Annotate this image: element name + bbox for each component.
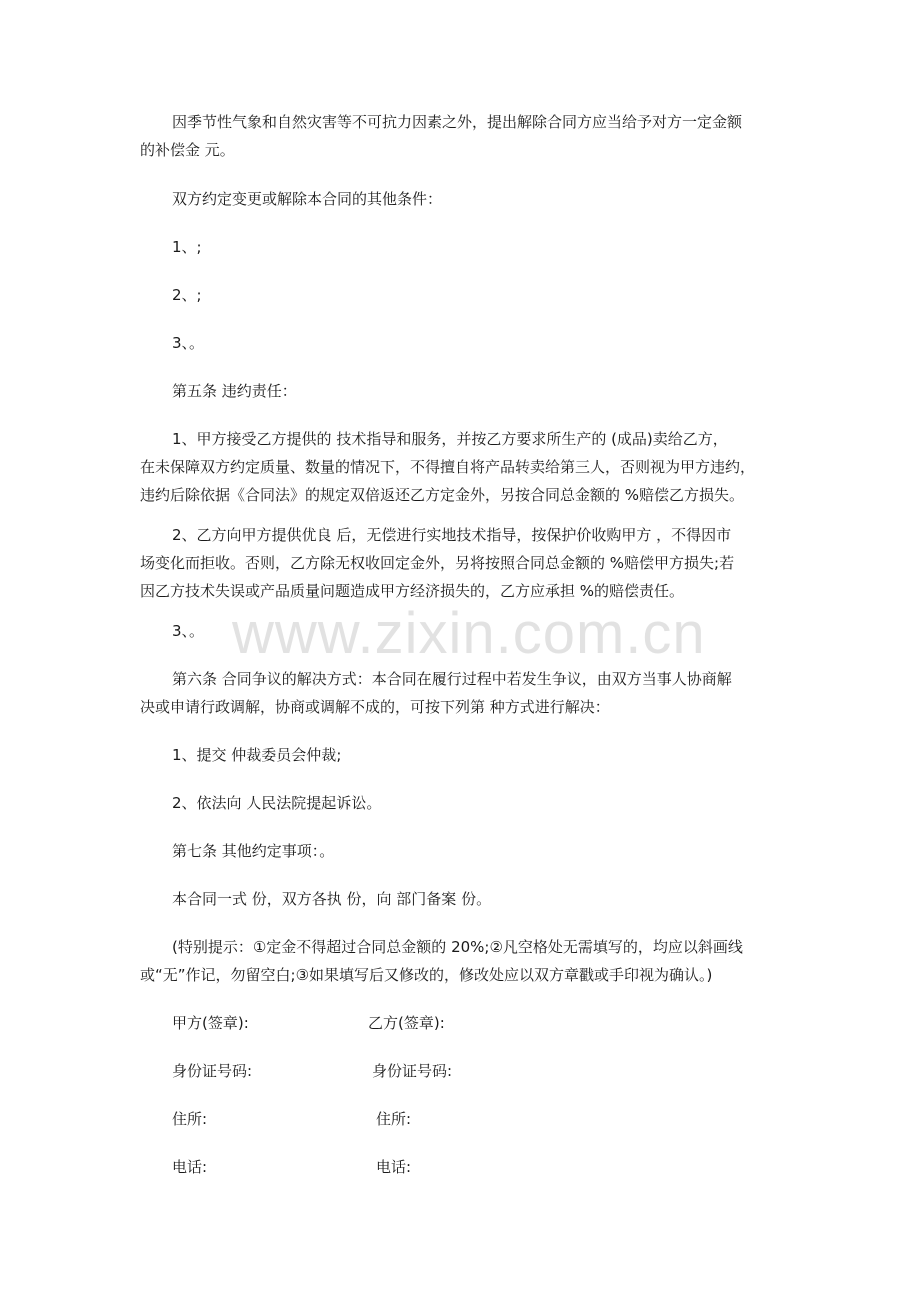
list-item-condition-2: 2、; — [172, 286, 202, 304]
article-5-clause-1-line-3: 违约后除依据《合同法》的规定双倍返还乙方定金外，另按合同总金额的 %赔偿乙方损失。 — [140, 486, 745, 504]
article-6-option-2: 2、依法向 人民法院提起诉讼。 — [172, 794, 382, 812]
special-notice-line-1: (特别提示：①定金不得超过合同总金额的 20%;②凡空格处无需填写的，均应以斜画线 — [172, 938, 743, 956]
article-6-line-1: 第六条 合同争议的解决方式：本合同在履行过程中若发生争议，由双方当事人协商解 — [172, 670, 732, 688]
party-b-address-label: 住所: — [376, 1110, 412, 1128]
special-notice-line-2: 或“无”作记，勿留空白;③如果填写后又修改的，修改处应以双方章戳或手印视为确认。) — [140, 966, 713, 984]
article-5-clause-2-line-1: 2、乙方向甲方提供优良 后，无偿进行实地技术指导，按保护价收购甲方 ，不得因市 — [172, 526, 732, 544]
site-watermark: www.zixin.com.cn — [232, 601, 706, 666]
list-item-condition-3: 3、。 — [172, 334, 205, 352]
article-5-clause-2-line-2: 场变化而拒收。否则，乙方除无权收回定金外，另将按照合同总金额的 %赔偿甲方损失;若 — [140, 554, 735, 572]
article-6-option-1: 1、提交 仲裁委员会仲裁; — [172, 746, 342, 764]
article-5-clause-3: 3、。 — [172, 622, 205, 640]
article-5-heading: 第五条 违约责任： — [172, 382, 297, 400]
party-b-id-label: 身份证号码: — [372, 1062, 453, 1080]
list-item-condition-1: 1、; — [172, 238, 202, 256]
party-a-address-label: 住所: — [172, 1110, 208, 1128]
party-a-phone-label: 电话: — [172, 1158, 208, 1176]
copies-clause: 本合同一式 份，双方各执 份，向 部门备案 份。 — [172, 890, 492, 908]
article-5-clause-1-line-2: 在未保障双方约定质量、数量的情况下，不得擅自将产品转卖给第三人，否则视为甲方违约， — [140, 458, 756, 476]
article-5-clause-1-line-1: 1、甲方接受乙方提供的 技术指导和服务，并按乙方要求所生产的 (成品)卖给乙方， — [172, 430, 728, 448]
party-a-seal-label: 甲方(签章): — [172, 1014, 249, 1032]
paragraph-force-majeure-line-1: 因季节性气象和自然灾害等不可抗力因素之外，提出解除合同方应当给予对方一定金额 — [172, 113, 743, 131]
party-a-id-label: 身份证号码: — [172, 1062, 253, 1080]
article-7-heading: 第七条 其他约定事项：。 — [172, 842, 335, 860]
paragraph-other-conditions: 双方约定变更或解除本合同的其他条件： — [172, 190, 443, 208]
paragraph-force-majeure-line-2: 的补偿金 元。 — [140, 141, 235, 159]
article-5-clause-2-line-3: 因乙方技术失误或产品质量问题造成甲方经济损失的，乙方应承担 %的赔偿责任。 — [140, 582, 685, 600]
article-6-line-2: 决或申请行政调解，协商或调解不成的，可按下列第 种方式进行解决： — [140, 698, 610, 716]
party-b-phone-label: 电话: — [376, 1158, 412, 1176]
party-b-seal-label: 乙方(签章): — [368, 1014, 445, 1032]
